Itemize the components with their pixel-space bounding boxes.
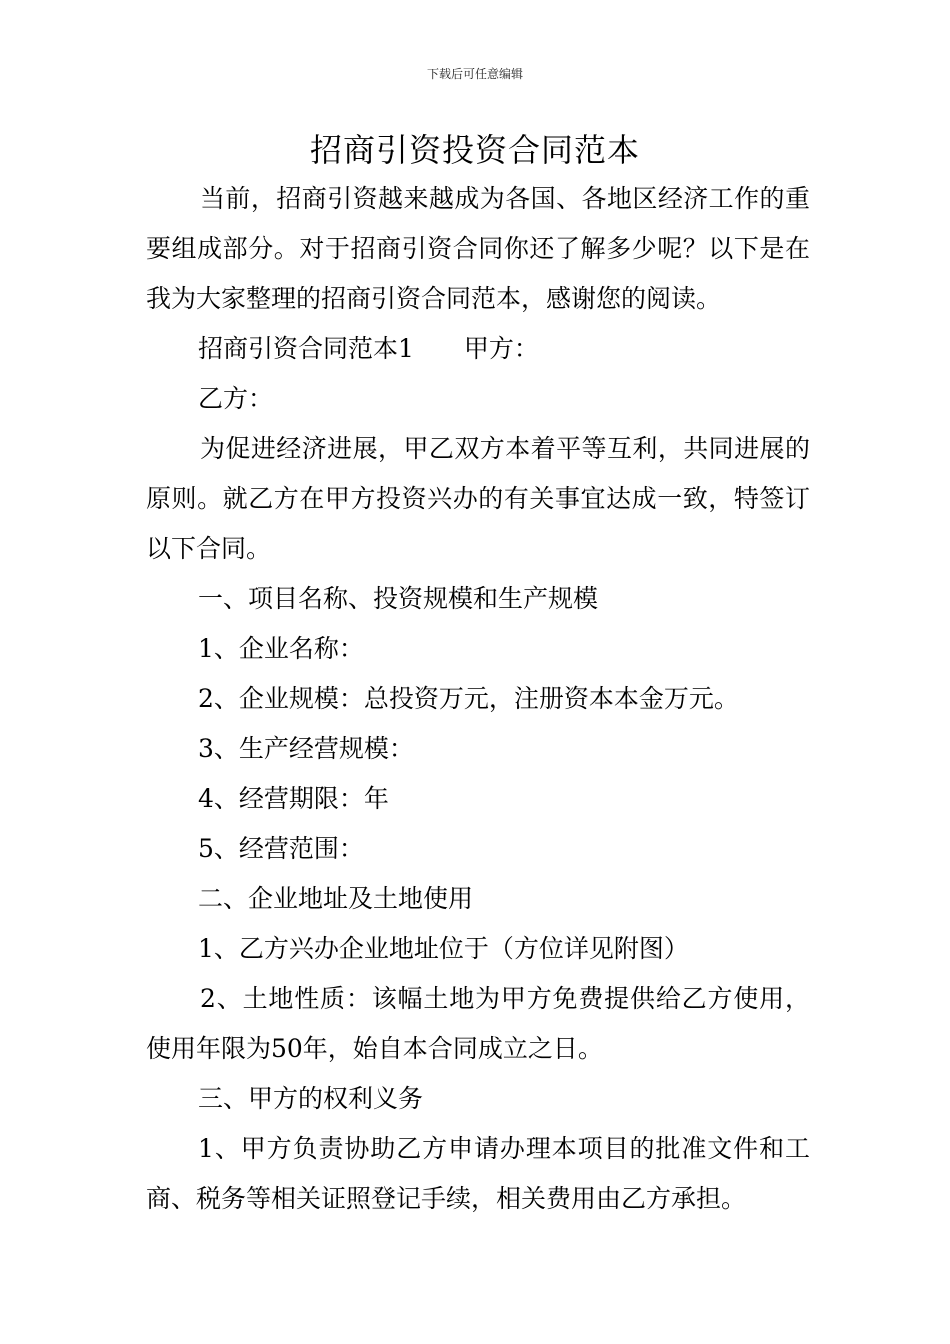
intro-paragraph: 当前，招商引资越来越成为各国、各地区经济工作的重要组成部分。对于招商引资合同你还了解多少呢？以下是在我为大家整理的招商引资合同范本，感谢您的阅读。 bbox=[146, 184, 810, 313]
sample-heading: 招商引资合同范本1 bbox=[198, 334, 414, 363]
section-1-item-5: 5、经营范围： bbox=[198, 834, 364, 863]
section-1-item-4: 4、经营期限：年 bbox=[198, 784, 389, 813]
section-3-item-1: 1、甲方负责协助乙方申请办理本项目的批准文件和工商、税务等相关证照登记手续，相关费用由乙方承担。 bbox=[146, 1134, 810, 1213]
preamble-paragraph: 为促进经济进展，甲乙双方本着平等互利，共同进展的原则。就乙方在甲方投资兴办的有关事宜达成一致，特签订以下合同。 bbox=[146, 434, 810, 563]
document-title: 招商引资投资合同范本 bbox=[309, 131, 640, 169]
party-b-label: 乙方： bbox=[198, 384, 274, 413]
section-2-item-1: 1、乙方兴办企业地址位于（方位详见附图） bbox=[198, 934, 689, 963]
party-a-label: 甲方： bbox=[463, 334, 539, 363]
section-3-title: 三、甲方的权利义务 bbox=[198, 1084, 424, 1113]
section-1-title: 一、项目名称、投资规模和生产规模 bbox=[198, 584, 599, 613]
section-2-item-2: 2、土地性质：该幅土地为甲方免费提供给乙方使用，使用年限为50年，始自本合同成立之日。 bbox=[146, 984, 810, 1063]
sample-heading-line bbox=[146, 324, 810, 374]
section-1-item-2: 2、企业规模：总投资万元，注册资本本金万元。 bbox=[198, 684, 739, 713]
header-note: 下载后可任意编辑 bbox=[426, 67, 523, 81]
document-body bbox=[146, 174, 810, 1224]
section-1-item-1: 1、企业名称： bbox=[198, 634, 364, 663]
section-2-title: 二、企业地址及土地使用 bbox=[198, 884, 474, 913]
section-1-item-3: 3、生产经营规模： bbox=[198, 734, 414, 763]
